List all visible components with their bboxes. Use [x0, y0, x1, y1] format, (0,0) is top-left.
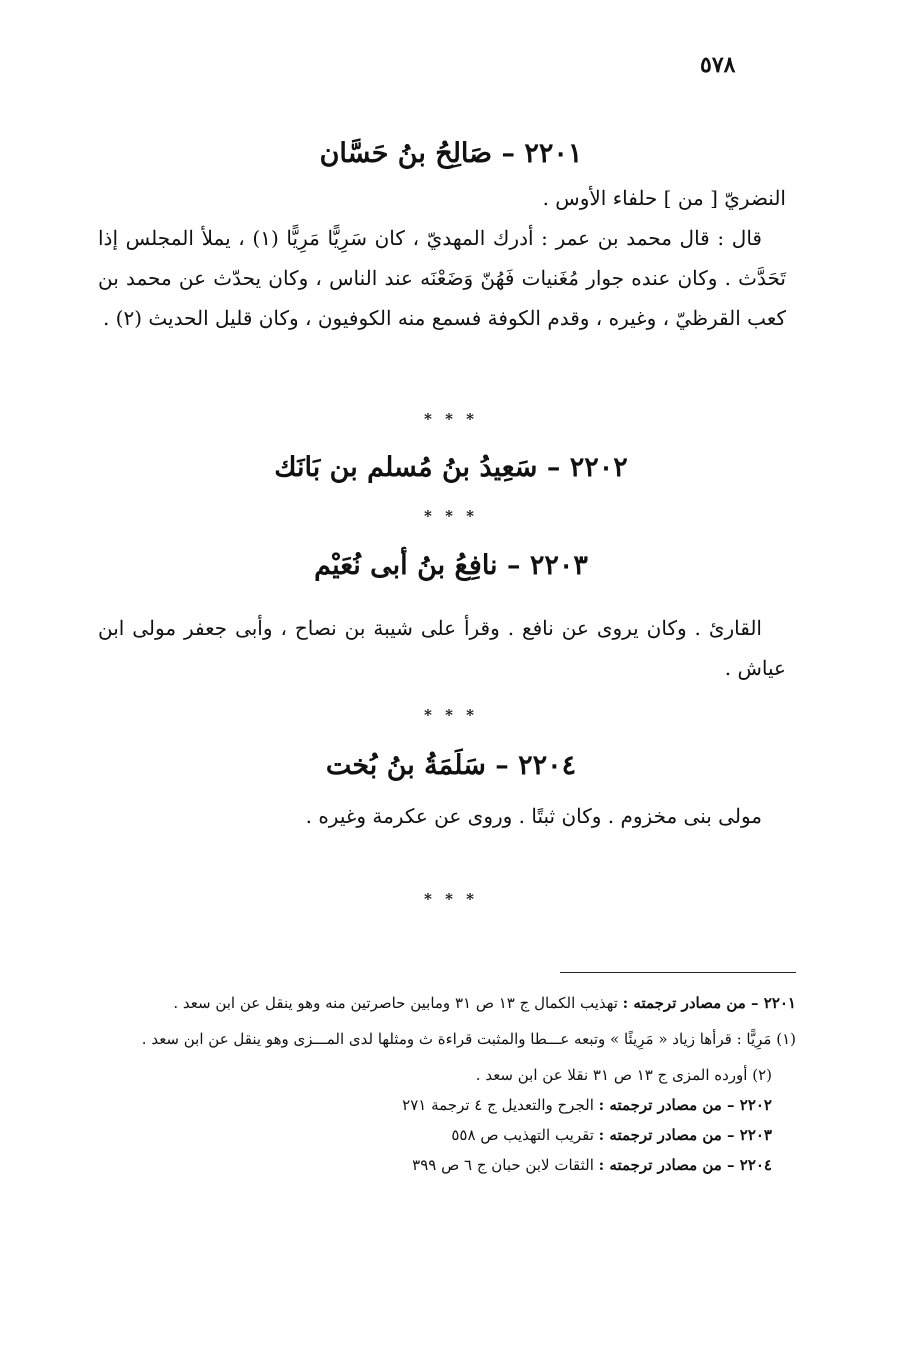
- entry-body-2204: [98, 796, 786, 836]
- footnote: [100, 1024, 796, 1054]
- section-separator: * * *: [424, 706, 478, 724]
- footnote-text: الثقات لابن حبان ج ٦ ص ٣٩٩: [412, 1156, 599, 1174]
- footnote: [100, 988, 796, 1018]
- footnote-label: ٢٢٠١ – من مصادر ترجمته :: [622, 994, 796, 1012]
- entry-heading-2202: ٢٢٠٢ – سَعِيدُ بنُ مُسلم بن بَانَك: [274, 452, 628, 483]
- entry-body-2201: [98, 178, 786, 338]
- footnotes: [100, 988, 796, 1180]
- footnote-label: ٢٢٠٣ – من مصادر ترجمته :: [598, 1126, 772, 1144]
- footnote-text: الجرح والتعديل ج ٤ ترجمة ٢٧١: [402, 1096, 599, 1114]
- entry-heading-2204: ٢٢٠٤ – سَلَمَةُ بنُ بُخت: [325, 750, 577, 781]
- section-separator: * * *: [424, 410, 478, 428]
- footnote-text: تقريب التهذيب ص ٥٥٨: [451, 1126, 599, 1144]
- entry-paragraph: القارئ . وكان يروى عن نافع . وقرأ على شيبة بن نصاح ، وأبى جعفر مولى ابن عياش .: [98, 616, 786, 680]
- footnote-rule: [560, 972, 796, 973]
- footnote-text: (١) مَرِيًّا : قرأها زياد « مَرِيئًا » وتبعه عـــطا والمثبت قراءة ث ومثلها لدى المـــزى وهو ينقل عن ابن سعد .: [141, 1030, 796, 1048]
- entry-paragraph: النضريّ [ من ] حلفاء الأوس .: [542, 186, 786, 210]
- footnote-label: ٢٢٠٢ – من مصادر ترجمته :: [598, 1096, 772, 1114]
- entry-paragraph: مولى بنى مخزوم . وكان ثبتًا . وروى عن عكرمة وغيره .: [305, 804, 762, 828]
- footnote: [100, 1060, 796, 1090]
- page-number: ٥٧٨: [700, 52, 736, 78]
- footnote: [100, 1090, 796, 1120]
- footnote: [100, 1120, 796, 1150]
- footnote-label: ٢٢٠٤ – من مصادر ترجمته :: [598, 1156, 772, 1174]
- footnote-text: تهذيب الكمال ج ١٣ ص ٣١ ومابين حاصرتين منه وهو ينقل عن ابن سعد .: [173, 994, 623, 1012]
- entry-heading-2201: ٢٢٠١ – صَالِحُ بنُ حَسَّان: [319, 138, 583, 169]
- footnote-text: (٢) أورده المزى ج ١٣ ص ٣١ نقلا عن ابن سعد .: [475, 1066, 772, 1084]
- entry-paragraph: قال : قال محمد بن عمر : أدرك المهديّ ، كان سَرِيًّا مَرِيًّا (١) ، يملأ المجلس إذا تَحَدَّث . وكان عنده جوار مُغَنيات فَهُنّ وَضَعْنَه عند الناس ، وكان يحدّث عن محمد بن كعب القرظيّ ، وغيره ، وقدم الكوفة فسمع منه الكوفيون ، وكان قليل الحديث (٢) .: [98, 226, 786, 330]
- section-separator: * * *: [424, 890, 478, 908]
- section-separator: * * *: [424, 507, 478, 525]
- entry-heading-2203: ٢٢٠٣ – نافِعُ بنُ أبى نُعَيْم: [314, 550, 588, 581]
- footnote: [100, 1150, 796, 1180]
- entry-body-2203: [98, 608, 786, 688]
